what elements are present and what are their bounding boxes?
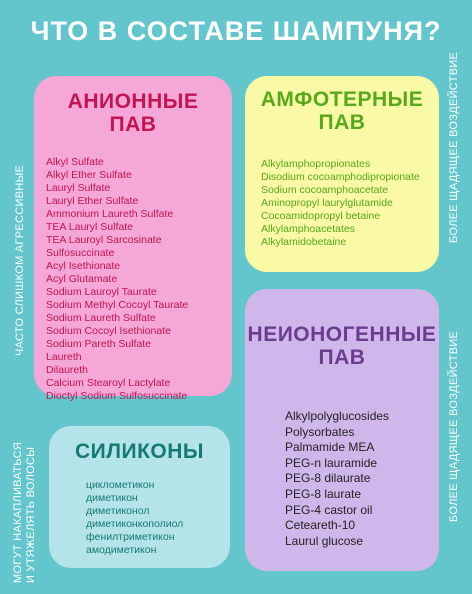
list-item: Aminopropyl laurylglutamide <box>261 197 393 209</box>
list-item: амодиметикон <box>86 544 157 556</box>
anionic-list <box>34 156 232 403</box>
list-item: Cocoamidopropyl betaine <box>261 210 381 222</box>
list-item: Acyl Glutamate <box>46 273 118 285</box>
list-item: Alkylamphopropionates <box>261 158 371 170</box>
nonionic-heading-line1: НЕИОНОГЕННЫЕ <box>247 323 437 346</box>
list-item: циклометикон <box>86 479 155 491</box>
list-item: Calcium Stearoyl Lactylate <box>46 377 171 389</box>
list-item: Palmamide MEA <box>285 440 375 455</box>
list-item: Alkylpolyglucosides <box>285 409 390 423</box>
nonionic-surfactants-card <box>245 289 439 571</box>
anionic-heading <box>34 76 232 136</box>
side-label-accumulate-1: МОГУТ НАКАПЛИВАТЬСЯ <box>12 441 24 583</box>
list-item: Dilaureth <box>46 364 89 376</box>
list-item: Lauryl Ether Sulfate <box>46 195 139 207</box>
page-title: ЧТО В СОСТАВЕ ШАМПУНЯ? <box>30 16 442 46</box>
list-item: PEG-8 laurate <box>285 486 362 501</box>
list-item: Sodium cocoamphoacetate <box>261 184 389 196</box>
list-item: Sodium Cocoyl Isethionate <box>46 325 171 337</box>
amphoteric-heading-line2: ПАВ <box>318 111 366 134</box>
list-item: Sodium Methyl Cocoyl Taurate <box>46 299 189 311</box>
amphoteric-heading <box>245 76 439 134</box>
side-label-accumulate-2: И УТЯЖЕЛЯТЬ ВОЛОСЫ <box>25 446 37 583</box>
list-item: Acyl Isethionate <box>46 260 121 272</box>
list-item: Ceteareth-10 <box>285 518 356 533</box>
list-item: фенилтриметикон <box>86 531 175 543</box>
nonionic-list <box>245 409 439 549</box>
silicones-heading: СИЛИКОНЫ <box>75 440 204 463</box>
anionic-heading-line1: АНИОННЫЕ <box>67 90 199 113</box>
list-item: Ammonium Laureth Sulfate <box>46 208 174 220</box>
silicones-list <box>49 479 230 557</box>
amphoteric-heading-line1: АМФОТЕРНЫЕ <box>260 88 424 111</box>
list-item: PEG-n lauramide <box>285 455 378 470</box>
list-item: Disodium cocoamphodipropionate <box>261 171 420 183</box>
nonionic-heading-line2: ПАВ <box>318 346 366 369</box>
list-item: TEA Lauryl Sulfate <box>46 221 133 233</box>
list-item: Polysorbates <box>285 424 355 439</box>
list-item: Laurul glucose <box>285 533 364 548</box>
list-item: Sodium Pareth Sulfate <box>46 338 152 350</box>
list-item: PEG-4 castor oil <box>285 502 373 517</box>
list-item: Alkyl Ether Sulfate <box>46 169 132 181</box>
list-item: диметикон <box>86 492 138 504</box>
amphoteric-list <box>245 158 439 249</box>
list-item: Sulfosuccinate <box>46 247 115 259</box>
side-label-gentle-top: БОЛЕЕ ЩАДЯЩЕЕ ВОЗДЕЙСТВИЕ <box>448 51 460 243</box>
list-item: Sodium Laureth Sulfate <box>46 312 156 324</box>
list-item: Alkyl Sulfate <box>46 156 104 168</box>
anionic-heading-line2: ПАВ <box>109 113 157 136</box>
list-item: диметиконол <box>86 505 150 517</box>
list-item: Lauryl Sulfate <box>46 182 111 194</box>
list-item: Dioctyl Sodium Sulfosuccinate <box>46 390 188 402</box>
list-item: диметиконкополиол <box>86 518 184 530</box>
list-item: Sodium Lauroyl Taurate <box>46 286 157 298</box>
side-label-gentle-bottom: БОЛЕЕ ЩАДЯЩЕЕ ВОЗДЕЙСТВИЕ <box>448 330 460 522</box>
list-item: PEG-8 dilaurate <box>285 471 371 486</box>
nonionic-heading <box>245 289 439 369</box>
list-item: Alkylamphoacetates <box>261 223 355 235</box>
list-item: TEA Lauroyl Sarcosinate <box>46 234 162 246</box>
anionic-surfactants-card <box>34 76 232 402</box>
side-label-aggressive: ЧАСТО СЛИШКОМ АГРЕССИВНЫЕ <box>14 164 26 356</box>
silicones-card <box>49 426 230 568</box>
list-item: Laureth <box>46 351 82 363</box>
amphoteric-surfactants-card <box>245 76 439 272</box>
list-item: Alkylamidobetaine <box>261 236 347 248</box>
